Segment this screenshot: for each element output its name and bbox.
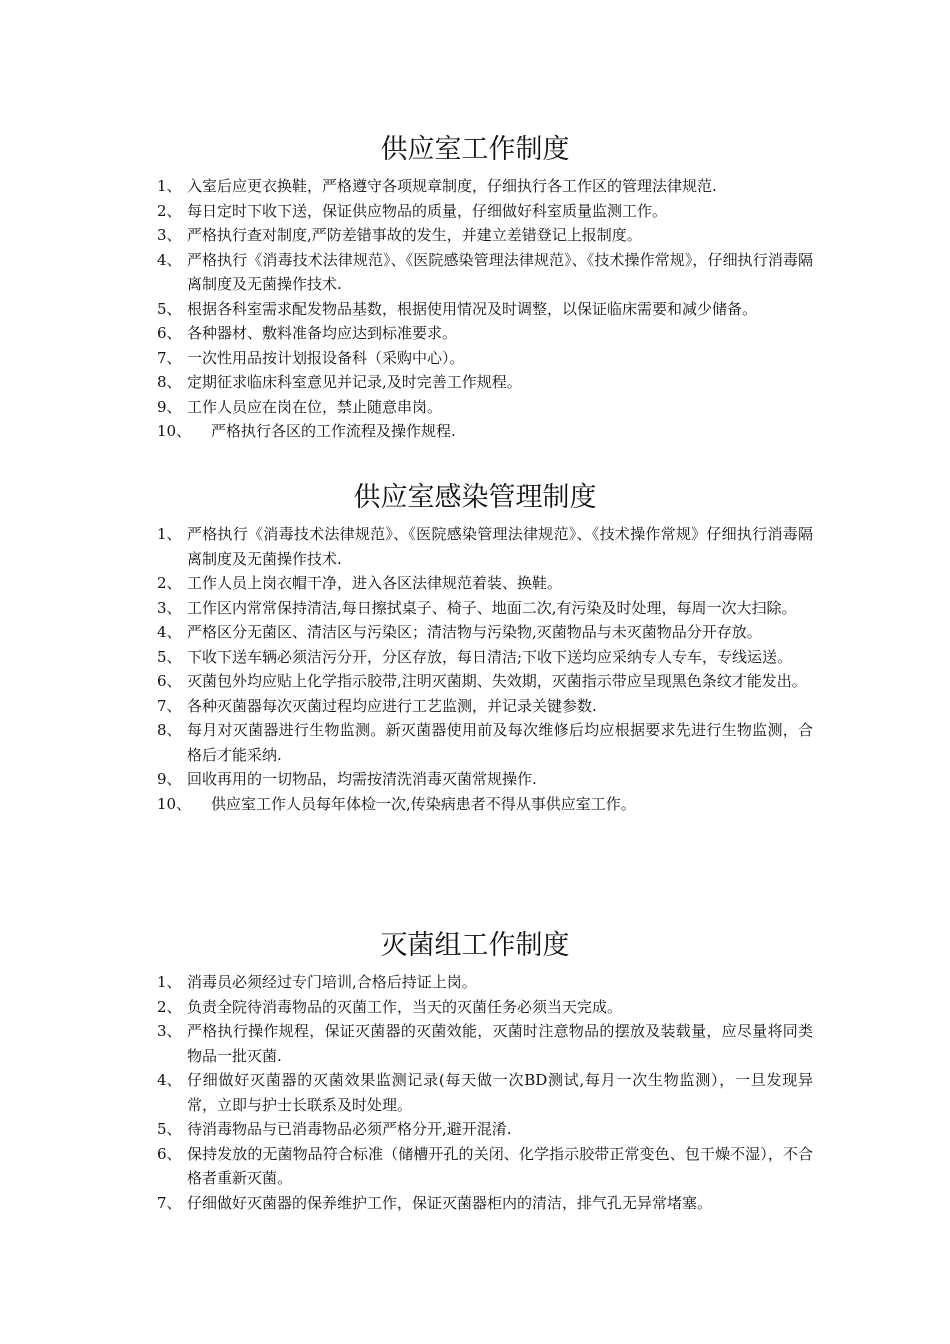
item-number: 10、	[157, 794, 192, 813]
item-number: 5、	[157, 299, 182, 318]
item-number: 1、	[157, 525, 182, 543]
list-item	[157, 346, 813, 371]
list-item	[157, 395, 813, 420]
item-text: 工作人员应在岗在位，禁止随意串岗。	[187, 397, 443, 416]
list-item	[157, 522, 813, 571]
item-number: 2、	[157, 997, 182, 1016]
item-text: 供应室工作人员每年体检一次,传染病患者不得从事供应室工作。	[211, 794, 636, 813]
list-item	[157, 1142, 813, 1191]
item-number: 6、	[157, 672, 182, 690]
list-item	[157, 596, 813, 621]
item-number: 6、	[157, 324, 182, 342]
item-text: 待消毒物品与已消毒物品必须严格分开,避开混淆.	[187, 1120, 512, 1138]
list-item	[157, 1117, 813, 1142]
list-item	[157, 571, 813, 596]
item-number: 2、	[157, 201, 182, 220]
item-number: 7、	[157, 696, 182, 715]
list-item	[157, 718, 813, 767]
list-item	[157, 995, 813, 1020]
item-number: 10、	[157, 422, 192, 440]
list-item	[157, 297, 813, 322]
item-text: 下收下送车辆必须洁污分开，分区存放，每日清洁;下收下送均应采纳专人专车，专线运送。	[187, 647, 793, 666]
item-text: 各种灭菌器每次灭菌过程均应进行工艺监测，并记录关键参数.	[187, 696, 597, 715]
item-text: 严格执行查对制度,严防差错事故的发生，并建立差错登记上报制度。	[187, 226, 642, 244]
list-item	[157, 1019, 813, 1068]
rule-list-infection-management	[157, 522, 813, 816]
list-item	[157, 248, 813, 297]
list-item	[157, 321, 813, 346]
item-number: 3、	[157, 1022, 182, 1040]
item-text: 定期征求临床科室意见并记录,及时完善工作规程。	[187, 373, 522, 391]
item-text: 入室后应更衣换鞋，严格遵守各项规章制度，仔细执行各工作区的管理法律规范.	[187, 177, 717, 195]
item-text: 严格执行各区的工作流程及操作规程.	[211, 422, 456, 440]
item-number: 1、	[157, 973, 182, 991]
item-number: 9、	[157, 770, 182, 788]
item-text: 仔细做好灭菌器的保养维护工作，保证灭菌器柜内的清洁，排气孔无异常堵塞。	[187, 1193, 713, 1212]
item-text: 每月对灭菌器进行生物监测。新灭菌器使用前及每次维修后均应根据要求先进行生物监测，合格后才能采纳.	[187, 721, 813, 764]
list-item	[157, 174, 813, 199]
item-text: 每日定时下收下送，保证供应物品的质量，仔细做好科室质量监测工作。	[187, 201, 668, 220]
item-text: 一次性用品按计划报设备科（采购中心）。	[187, 348, 465, 367]
item-text: 工作人员上岗衣帽干净，进入各区法律规范着装、换鞋。	[187, 574, 563, 592]
item-number: 3、	[157, 598, 182, 617]
item-text: 消毒员必须经过专门培训,合格后持证上岗。	[187, 973, 477, 991]
item-number: 9、	[157, 397, 182, 416]
item-text: 灭菌包外均应贴上化学指示胶带,注明灭菌期、失效期，灭菌指示带应呈现黑色条纹才能发出。	[187, 672, 807, 690]
item-number: 8、	[157, 373, 182, 391]
item-text: 严格区分无菌区、清洁区与污染区；清洁物与污染物,灭菌物品与未灭菌物品分开存放。	[187, 623, 762, 641]
item-text: 严格执行《消毒技术法律规范》、《医院感染管理法律规范》、《技术操作常规》，仔细执行消毒隔离制度及无菌操作技术.	[187, 250, 813, 293]
list-item	[157, 792, 813, 817]
list-item	[157, 370, 813, 395]
section-title-supply-room-work: 供应室工作制度	[380, 134, 570, 165]
item-text: 保持发放的无菌物品符合标准（储槽开孔的关闭、化学指示胶带正常变色、包干燥不湿），不合格者重新灭菌。	[187, 1144, 813, 1187]
list-item	[157, 767, 813, 792]
item-number: 5、	[157, 1120, 182, 1138]
item-number: 5、	[157, 647, 182, 666]
section-title-sterilization-group: 灭菌组工作制度	[380, 930, 570, 961]
list-item	[157, 970, 813, 995]
item-text: 工作区内常常保持清洁,每日擦拭桌子、椅子、地面二次,有污染及时处理，每周一次大扫除。	[187, 598, 797, 617]
item-text: 严格执行操作规程，保证灭菌器的灭菌效能，灭菌时注意物品的摆放及装载量，应尽量将同类物品一批灭菌.	[187, 1022, 813, 1065]
item-number: 4、	[157, 1071, 182, 1089]
list-item	[157, 620, 813, 645]
item-text: 负责全院待消毒物品的灭菌工作，当天的灭菌任务必须当天完成。	[187, 997, 623, 1016]
item-number: 4、	[157, 623, 182, 641]
item-number: 6、	[157, 1144, 182, 1163]
item-text: 严格执行《消毒技术法律规范》、《医院感染管理法律规范》、《技术操作常规》仔细执行消毒隔离制度及无菌操作技术.	[187, 525, 813, 568]
item-text: 根据各科室需求配发物品基数，根据使用情况及时调整，以保证临床需要和减少储备。	[187, 299, 758, 318]
item-number: 1、	[157, 177, 182, 195]
item-number: 8、	[157, 721, 182, 739]
rule-list-sterilization-group	[157, 970, 813, 1215]
item-number: 7、	[157, 1193, 182, 1212]
list-item	[157, 669, 813, 694]
rule-list-supply-room-work	[157, 174, 813, 444]
item-text: 各种器材、敷料准备均应达到标准要求。	[187, 324, 458, 342]
item-number: 3、	[157, 226, 182, 244]
list-item	[157, 419, 813, 444]
item-text: 回收再用的一切物品，均需按清洗消毒灭菌常规操作.	[187, 770, 537, 788]
item-number: 7、	[157, 348, 182, 367]
section-title-infection-management: 供应室感染管理制度	[353, 482, 597, 513]
list-item	[157, 1068, 813, 1117]
item-text: 仔细做好灭菌器的灭菌效果监测记录(每天做一次BD测试,每月一次生物监测），一旦发现异常，立即与护士长联系及时处理。	[187, 1071, 813, 1114]
list-item	[157, 223, 813, 248]
list-item	[157, 645, 813, 670]
list-item	[157, 1191, 813, 1216]
item-number: 4、	[157, 250, 182, 269]
list-item	[157, 694, 813, 719]
list-item	[157, 199, 813, 224]
item-number: 2、	[157, 574, 182, 592]
